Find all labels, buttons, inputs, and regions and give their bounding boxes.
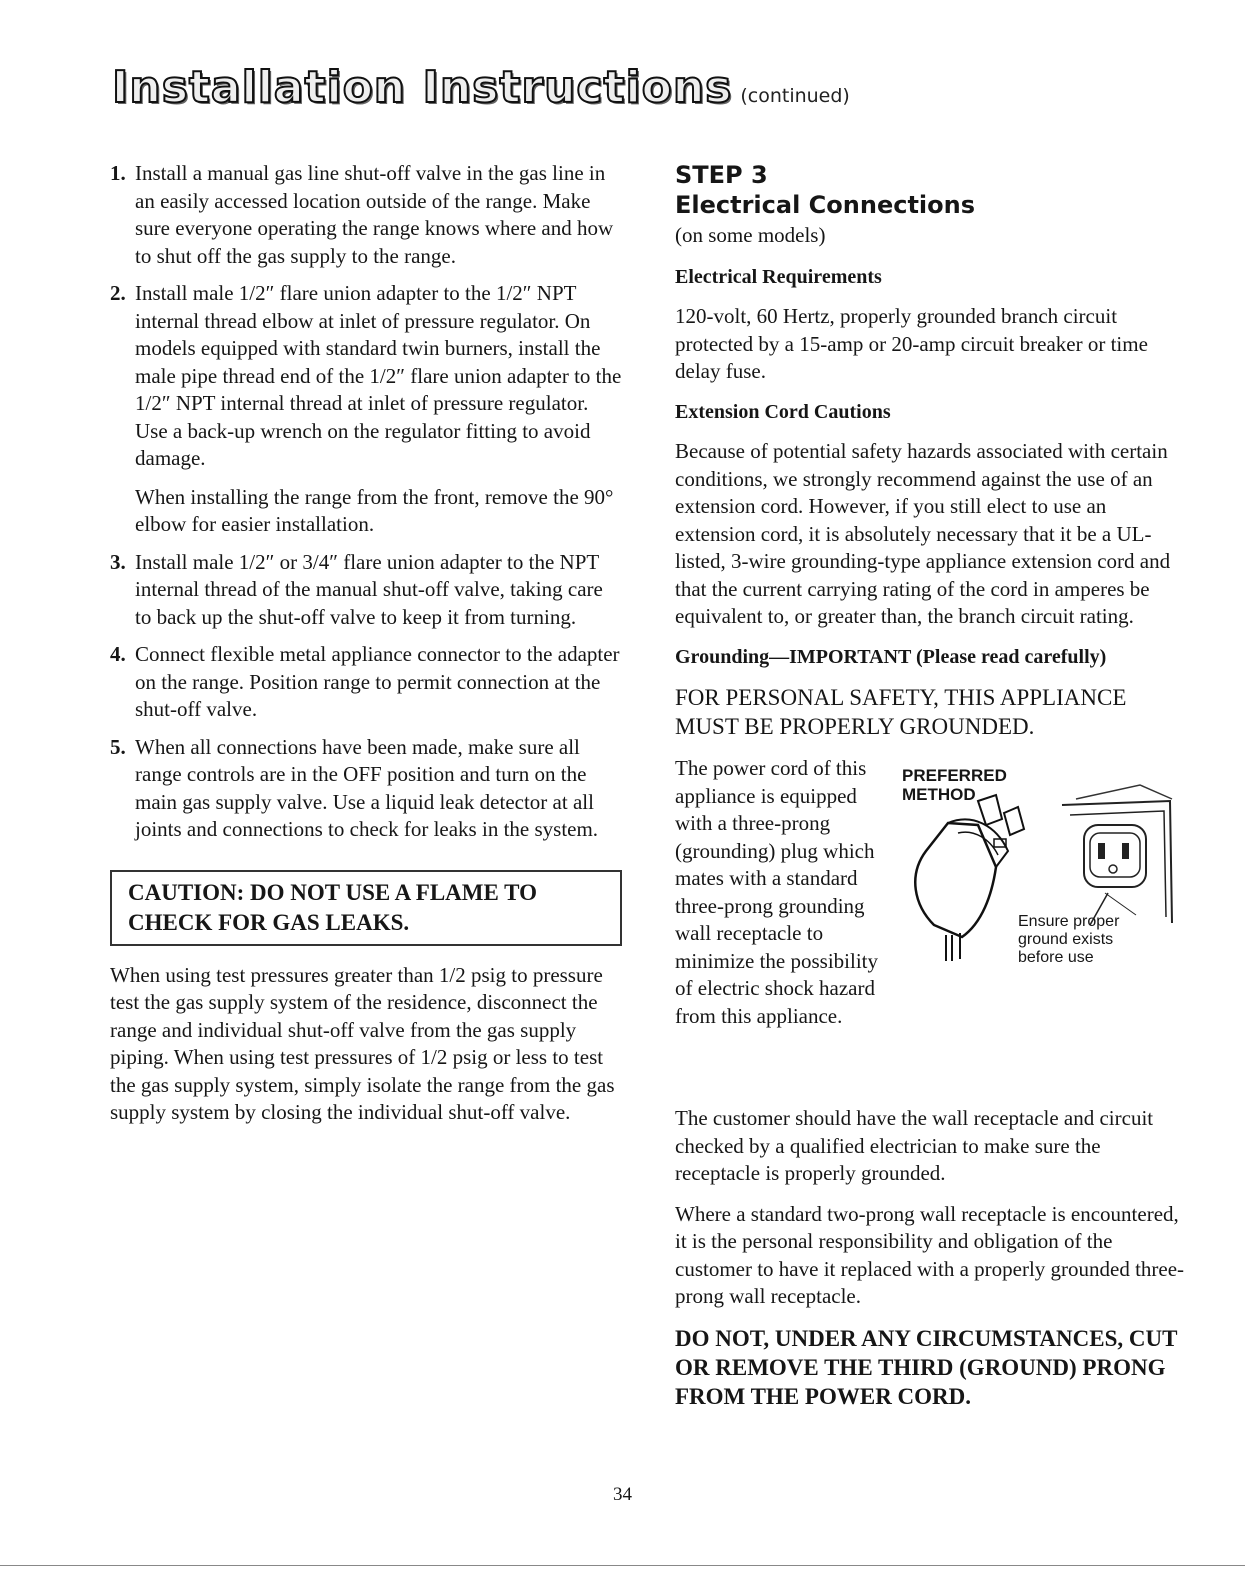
plug-illustration [900, 755, 1190, 965]
page-subtitle: (continued) [740, 85, 850, 107]
right-column [675, 160, 1190, 1411]
electrical-requirements-text: 120-volt, 60 Hertz, properly grounded branch circuit protected by a 15-amp or 20-amp circuit breaker or time delay fuse. [675, 304, 1148, 383]
page-number: 34 [613, 1484, 632, 1505]
item-text: Install male 1/2″ flare union adapter to the 1/2″ NPT internal thread elbow at inlet of pressure regulator. On models equipped with standard twin burners, install the male pipe thread end of the 1/2″ flare union adapter to the 1/2″ NPT internal thread at inlet of pressure regulator. Use a back-up wrench on the regulator fitting to avoid damage. [135, 281, 622, 470]
page-title: Installation Instructions [112, 62, 733, 113]
section-title: Electrical Connections [675, 191, 975, 219]
ensure-ground-label: Ensure proper ground exists before use [1018, 913, 1120, 966]
item-number: 3. [110, 549, 126, 574]
test-pressure-paragraph: When using test pressures greater than 1/2 psig to pressure test the gas supply system of the residence, disconnect the range and individual shut-off valve from the gas supply piping. When using test pressures of 1/2 psig or less to test the gas supply system, simply isolate the range from the gas supply system by closing the individual shut-off valve. [110, 962, 615, 1124]
item-note: When installing the range from the front, remove the 90° elbow for easier installation. [135, 484, 614, 536]
page-header [112, 62, 850, 113]
customer-text: The customer should have the wall receptacle and circuit checked by a qualified electrician to make sure the receptacle is properly grounded. [675, 1106, 1154, 1185]
item-number: 1. [110, 161, 126, 185]
item-number: 4. [110, 642, 126, 666]
caution-box: CAUTION: DO NOT USE A FLAME TO CHECK FOR GAS LEAKS. [110, 870, 622, 946]
grounding-heading: Grounding—IMPORTANT (Please read carefully) [675, 645, 1107, 668]
item-number: 2. [110, 281, 126, 305]
bottom-rule [0, 1565, 1245, 1566]
ground-prong-warning: DO NOT, UNDER ANY CIRCUMSTANCES, CUT OR REMOVE THE THIRD (GROUND) PRONG FROM THE POWER CORD. [675, 1325, 1178, 1409]
item-text: Install male 1/2″ or 3/4″ flare union adapter to the NPT internal thread of the manual shut-off valve, taking care to back up the shut-off valve to keep it from turning. [135, 549, 603, 629]
item-number: 5. [110, 734, 126, 759]
item-text: Connect flexible metal appliance connector to the adapter on the range. Position range to permit connection at the shut-off valve. [135, 642, 620, 721]
list-item [110, 160, 622, 270]
extension-cord-text: Because of potential safety hazards associated with certain conditions, we strongly recommend against the use of an extension cord. However, if you still elect to use an extension cord, it is absolutely necessary that it be a UL-listed, 3-wire grounding-type appliance extension cord and that the current carrying rating of the cord in amperes be equivalent to, or greater than, the branch circuit rating. [675, 439, 1171, 628]
electrical-requirements-heading: Electrical Requirements [675, 265, 882, 288]
extension-cord-heading: Extension Cord Cautions [675, 400, 891, 423]
item-text: Install a manual gas line shut-off valve in the gas line in an easily accessed location outside of the range. Make sure everyone operating the range knows where and how to shut off the gas supply to the range. [135, 161, 614, 268]
preferred-method-label: PREFERRED METHOD [902, 766, 1007, 804]
left-column [110, 160, 622, 1127]
item-text: When all connections have been made, make sure all range controls are in the OFF position and turn on the main gas supply valve. Use a liquid leak detector at all joints and connections to check for leaks in the system. [135, 734, 599, 841]
grounding-caps-text: FOR PERSONAL SAFETY, THIS APPLIANCE MUST BE PROPERLY GROUNDED. [675, 685, 1127, 739]
plug-text: The power cord of this appliance is equipped with a three-prong (grounding) plug which mates with a standard three-prong grounding wall receptacle to minimize the possibility of electric shock hazard from this appliance. [675, 756, 878, 1028]
list-item [110, 641, 622, 724]
step-label: STEP 3 [675, 161, 768, 189]
plug-section [675, 755, 1190, 1092]
list-item [110, 549, 622, 632]
list-item [110, 734, 622, 844]
two-prong-text: Where a standard two-prong wall receptacle is encountered, it is the personal responsibility and obligation of the customer to have it replaced with a properly grounded three-prong wall receptacle. [675, 1201, 1185, 1308]
list-item [110, 280, 622, 539]
section-note: (on some models) [675, 223, 826, 247]
